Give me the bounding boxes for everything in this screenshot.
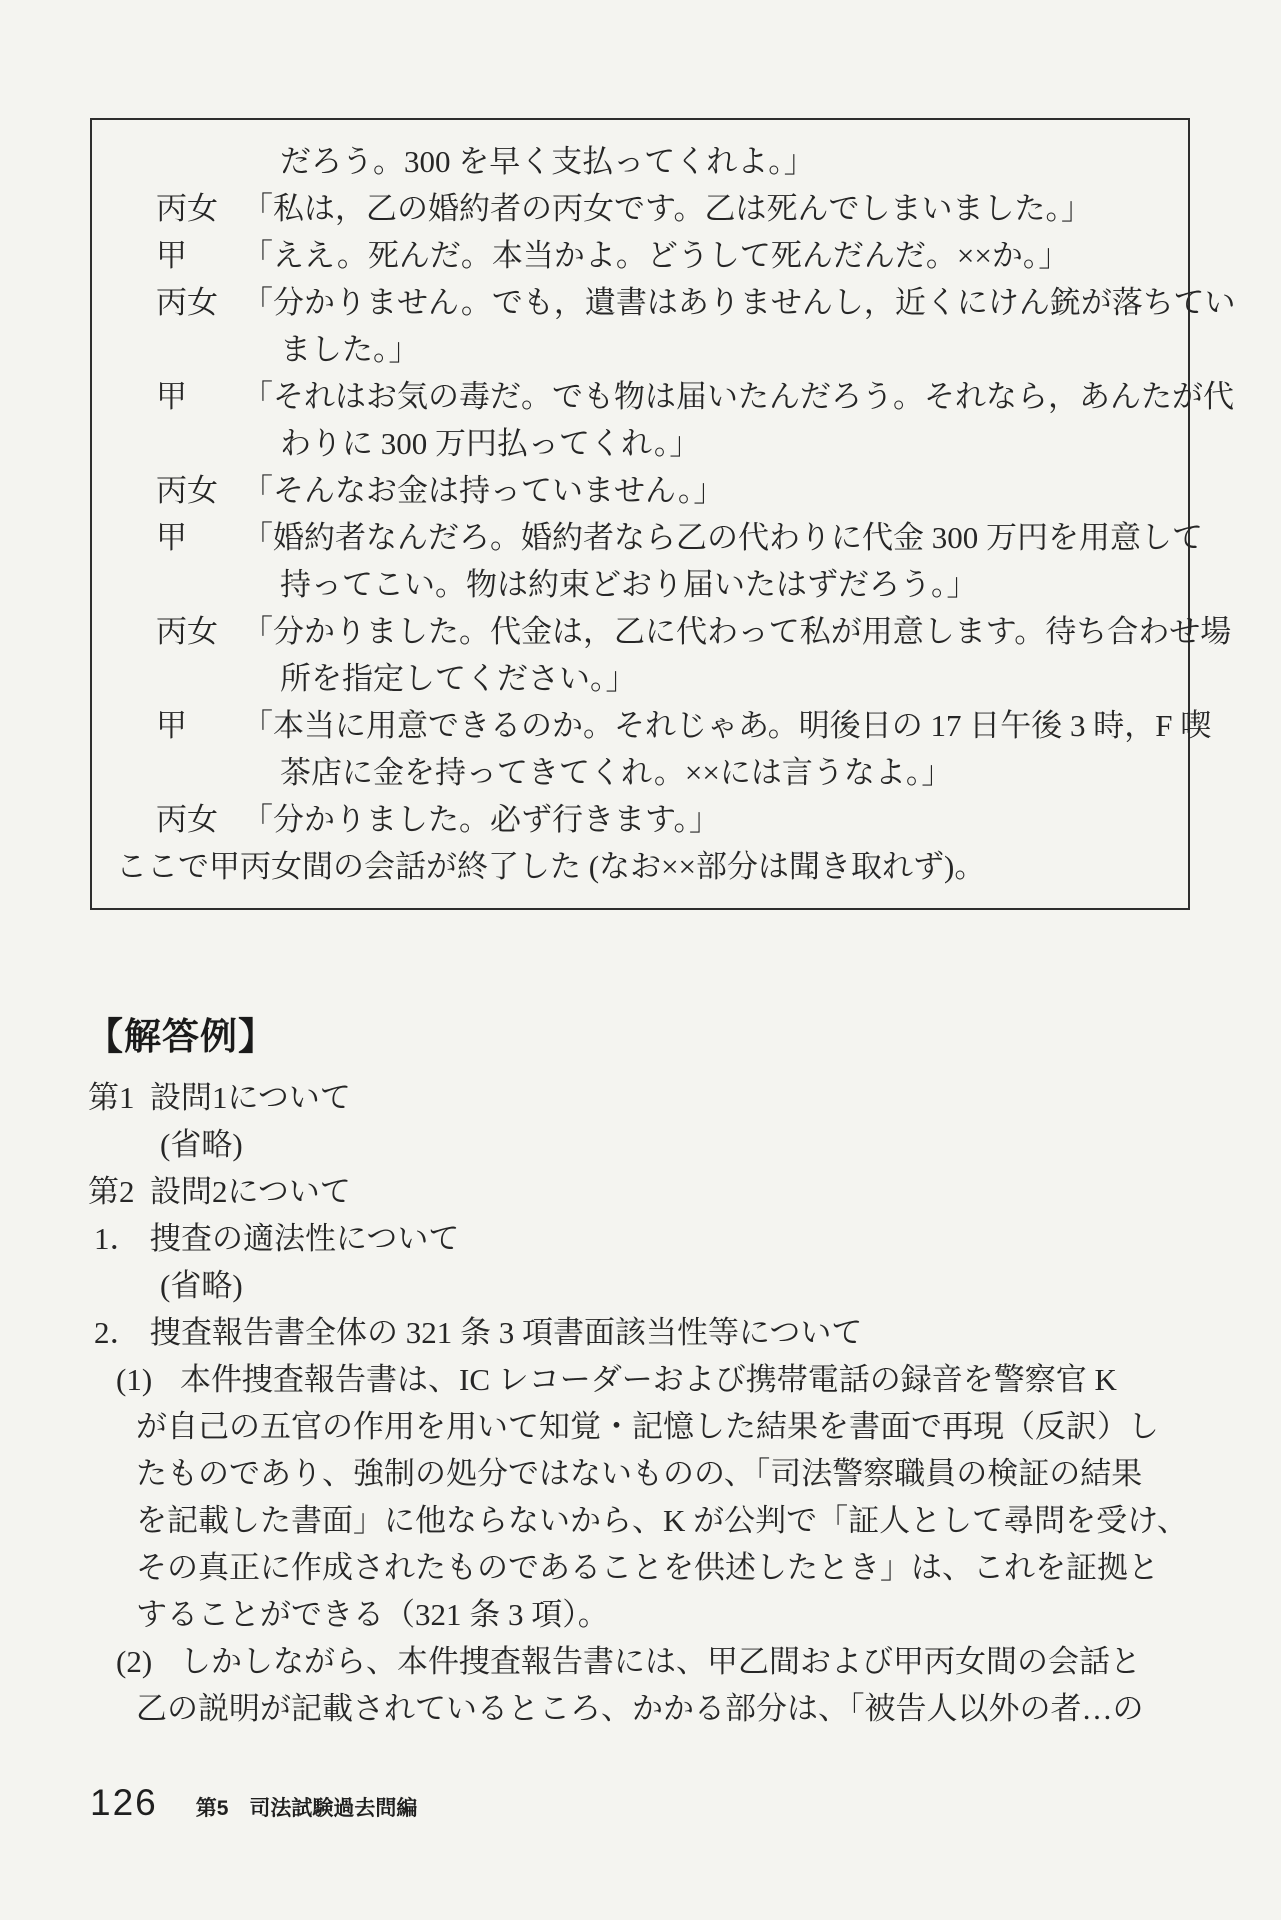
dialogue-text: ここで甲丙女間の会話が終了した (なお××部分は聞き取れず)。 [116,849,986,884]
answer-text: 捜査報告書全体の 321 条 3 項書面該当性等について [150,1315,863,1350]
dialogue-text: 茶店に金を持ってきてくれ。××には言うなよ。」 [280,755,953,790]
answer-text: 設問1について [150,1080,351,1115]
dialogue-line [92,232,1188,279]
answer-line [0,1685,1281,1732]
dialogue-line [92,326,1188,373]
answer-text: (省略) [160,1268,243,1303]
answer-text: たものであり、強制の処分ではないものの、「司法警察職員の検証の結果 [136,1456,1143,1491]
dialogue-line [92,796,1188,843]
answer-text: することができる（321 条 3 項）。 [136,1597,609,1632]
answer-label: 第2 [88,1174,135,1209]
answer-line [0,1403,1281,1450]
dialogue-line [92,514,1203,561]
answer-line [0,1356,1281,1403]
dialogue-text: 「私は，乙の婚約者の丙女です。乙は死んでしまいました。」 [242,191,1093,226]
dialogue-text: わりに 300 万円払ってくれ。」 [280,426,701,461]
dialogue-line [92,608,1232,655]
answer-heading: 【解答例】 [86,1016,276,1057]
dialogue-line [92,561,1188,608]
dialogue-text: 持ってこい。物は約束どおり届いたはずだろう。」 [280,567,978,602]
dialogue-speaker: 甲 [156,520,187,555]
answer-line [0,1544,1281,1591]
answer-line [0,1309,1281,1356]
dialogue-speaker: 丙女 [156,802,218,837]
answer-line [0,1121,1281,1168]
answer-label: (1) [116,1362,153,1397]
answer-line [0,1215,1281,1262]
answer-section [0,1006,1281,1732]
dialogue-box [90,118,1236,910]
answer-line [0,1450,1281,1497]
answer-text: 乙の説明が記載されているところ、かかる部分は、「被告人以外の者…の [136,1691,1144,1726]
dialogue-speaker: 甲 [156,379,187,414]
answer-label: 2． [94,1315,141,1350]
answer-text: 捜査の適法性について [150,1221,460,1256]
dialogue-text: 「分かりました。必ず行きます。」 [242,802,721,837]
dialogue-line [92,138,1188,185]
dialogue-line [92,702,1212,749]
dialogue-line [92,655,1188,702]
dialogue-line [92,185,1188,232]
dialogue-speaker: 甲 [156,238,187,273]
answer-text: を記載した書面」に他ならないから、K が公判で「証人として尋問を受け、 [136,1503,1188,1538]
answer-text: 本件捜査報告書は、IC レコーダーおよび携帯電話の録音を警察官 K [180,1362,1117,1397]
dialogue-line [92,749,1188,796]
dialogue-text: だろう。300 を早く支払ってくれよ。」 [280,144,815,179]
answer-text: 設問2について [150,1174,351,1209]
dialogue-line [92,373,1234,420]
dialogue-line [92,420,1188,467]
answer-text: (省略) [160,1127,243,1162]
answer-line [0,1262,1281,1309]
dialogue-line [92,279,1236,326]
answer-label: 1． [94,1221,141,1256]
page-footer [90,1782,417,1824]
dialogue-text: 「それはお気の毒だ。でも物は届いたんだろう。それなら，あんたが代 [242,379,1234,414]
dialogue-text: 「本当に用意できるのか。それじゃあ。明後日の 17 日午後 3 時，F 喫 [242,708,1212,743]
dialogue-text: 「分かりません。でも，遺書はありませんし，近くにけん銃が落ちてい [242,285,1236,320]
dialogue-text: 「そんなお金は持っていません。」 [242,473,725,508]
dialogue-closing-line [92,843,1188,890]
dialogue-speaker: 甲 [156,708,187,743]
chapter-title: 第5 司法試験過去問編 [195,1797,418,1820]
answer-text: が自己の五官の作用を用いて知覚・記憶した結果を書面で再現（反訳）し [136,1409,1159,1444]
dialogue-text: 「分かりました。代金は，乙に代わって私が用意します。待ち合わせ場 [242,614,1232,649]
answer-label: 第1 [88,1080,135,1115]
dialogue-speaker: 丙女 [156,473,218,508]
dialogue-speaker: 丙女 [156,614,218,649]
answer-line [0,1168,1281,1215]
answer-line [0,1591,1281,1638]
dialogue-speaker: 丙女 [156,285,218,320]
dialogue-text: ました。」 [280,332,420,367]
answer-line [0,1497,1281,1544]
answer-line [0,1074,1281,1121]
answer-text: その真正に作成されたものであることを供述したとき」は、これを証拠と [136,1550,1159,1585]
answer-text: しかしながら、本件捜査報告書には、甲乙間および甲丙女間の会話と [180,1644,1141,1679]
dialogue-text: 所を指定してください。」 [280,661,637,696]
dialogue-speaker: 丙女 [156,191,218,226]
answer-label: (2) [116,1644,153,1679]
page-number: 126 [90,1782,158,1823]
answer-line [0,1638,1281,1685]
dialogue-line [92,467,1188,514]
dialogue-text: 「婚約者なんだろ。婚約者なら乙の代わりに代金 300 万円を用意して [242,520,1203,555]
dialogue-text: 「ええ。死んだ。本当かよ。どうして死んだんだ。××か。」 [242,238,1070,273]
